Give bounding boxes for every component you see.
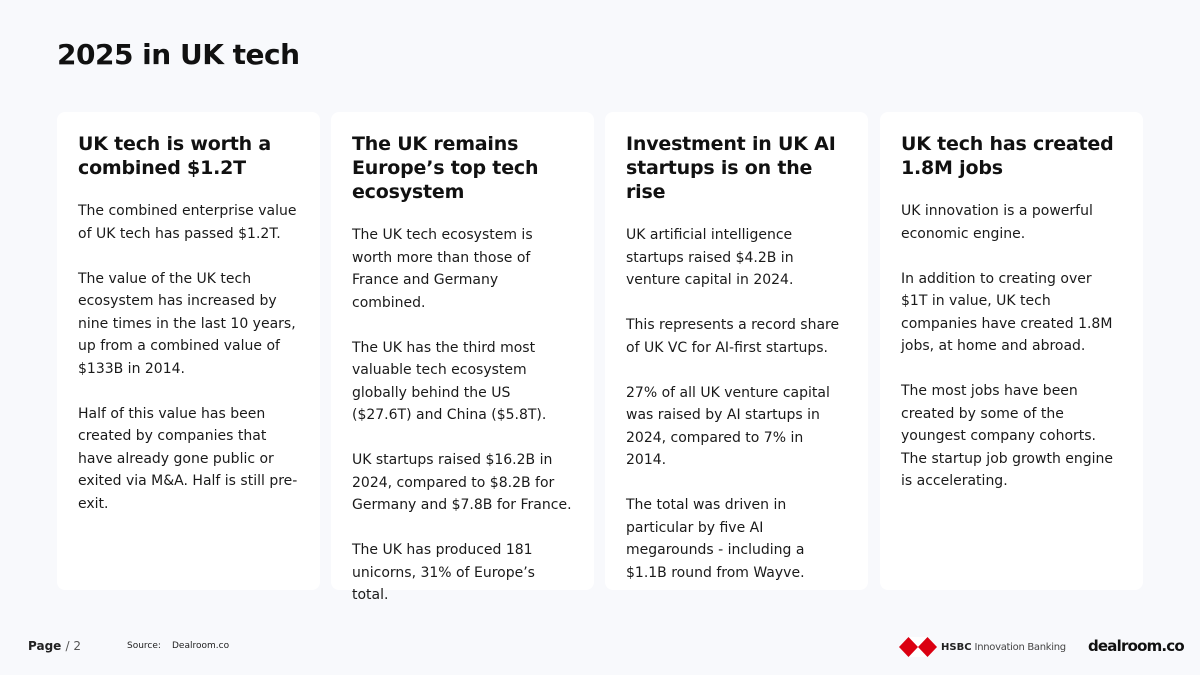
page-title: 2025 in UK tech: [57, 38, 300, 71]
card-paragraph: The total was driven in particular by five AI megarounds - including a $1.1B round from Wayve.: [626, 497, 805, 581]
card-jobs: [880, 112, 1143, 590]
card-paragraph: The combined enterprise value of UK tech has passed $1.2T.: [78, 203, 297, 242]
hsbc-subtitle: Innovation Banking: [974, 641, 1066, 653]
card-paragraph: 27% of all UK venture capital was raised by AI startups in 2024, compared to 7% in 2014.: [626, 384, 830, 468]
card-paragraph: UK innovation is a powerful economic engine.: [901, 203, 1093, 242]
card-europe-top: [331, 112, 594, 603]
card-paragraph: The UK tech ecosystem is worth more than those of France and Germany combined.: [352, 227, 533, 311]
card-paragraph: Half of this value has been created by companies that have already gone public or exited via M&A. Half is still pre-exit.: [78, 405, 298, 512]
card-paragraph: This represents a record share of UK VC for AI-first startups.: [626, 317, 840, 356]
hsbc-hexagon-icon: [899, 637, 937, 657]
card-paragraph: UK artificial intelligence startups raised $4.2B in venture capital in 2024.: [626, 227, 794, 288]
card-paragraph: The most jobs have been created by some of the youngest company cohorts. The startup job growth engine is accelerating.: [901, 383, 1114, 489]
card-paragraph: The value of the UK tech ecosystem has increased by nine times in the last 10 years, up from a combined value of $133B in 2014.: [78, 270, 296, 377]
card-paragraph: UK startups raised $16.2B in 2024, compared to $8.2B for Germany and $7.8B for France.: [352, 452, 572, 513]
card-title: UK tech is worth a combined $1.2T: [78, 133, 271, 179]
page-indicator: [28, 639, 81, 653]
card-paragraph: In addition to creating over $1T in value, UK tech companies have created 1.8M jobs, at home and abroad.: [901, 270, 1113, 354]
source-label: Source:: [127, 641, 161, 651]
page-total: / 2: [65, 639, 81, 653]
card-worth: [57, 112, 320, 590]
card-grid: [57, 112, 1143, 603]
card-paragraph: The UK has the third most valuable tech ecosystem globally behind the US ($27.6T) and China ($5.8T).: [352, 339, 547, 423]
card-ai-investment: [605, 112, 868, 590]
source-value: Dealroom.co: [172, 641, 230, 651]
card-title: The UK remains Europe’s top tech ecosystem: [352, 133, 539, 203]
card-paragraph: The UK has produced 181 unicorns, 31% of Europe’s total.: [352, 542, 535, 603]
hsbc-logo: [899, 636, 1066, 658]
card-title: Investment in UK AI startups is on the rise: [626, 133, 836, 203]
card-title: UK tech has created 1.8M jobs: [901, 133, 1114, 179]
dealroom-logo: dealroom.co: [1088, 637, 1184, 655]
footer: [0, 636, 1200, 660]
page-label: Page: [28, 639, 62, 653]
hsbc-name: HSBC: [941, 641, 972, 653]
